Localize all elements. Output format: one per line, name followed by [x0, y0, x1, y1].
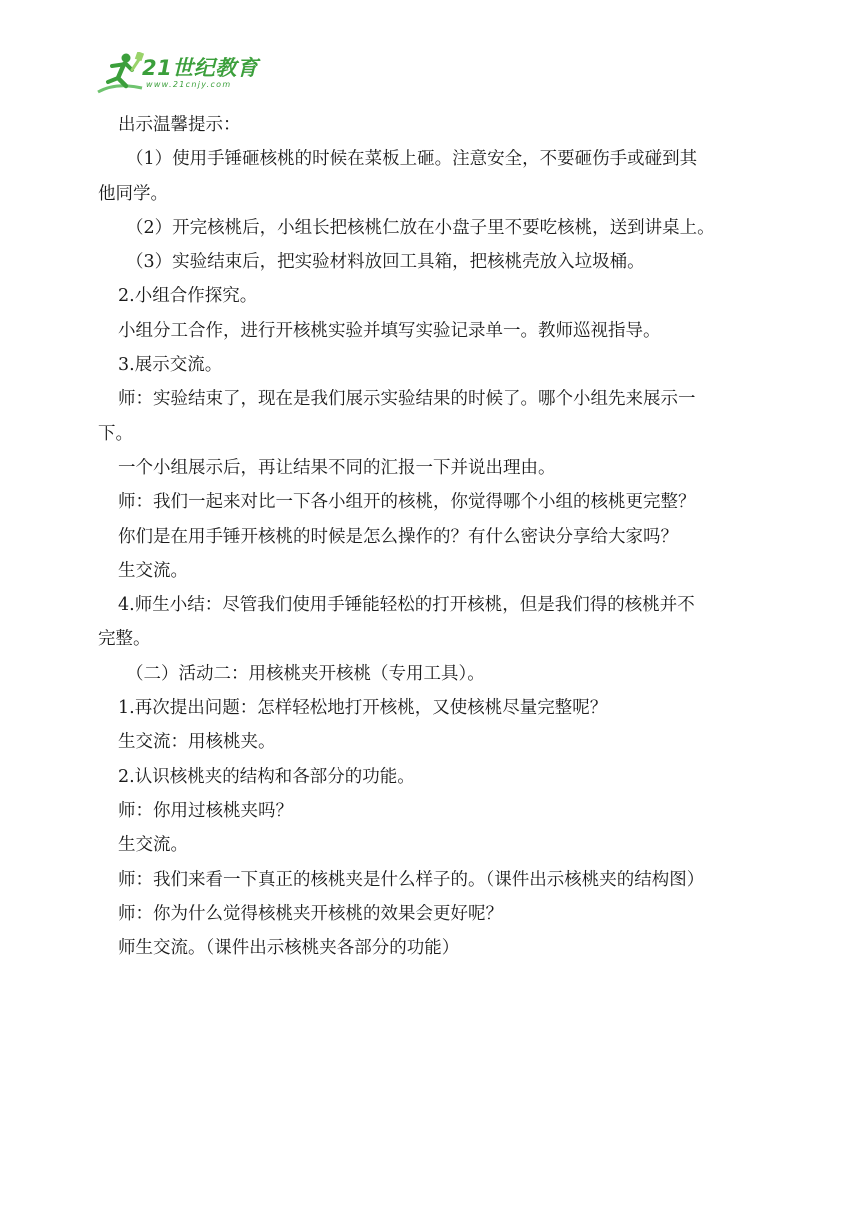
paragraph: 生交流。	[118, 560, 188, 581]
logo-url: www.21cnjy.com	[146, 80, 232, 89]
paragraph-line: 4.师生小结：尽管我们使用手锤能轻松的打开核桃，但是我们得的核桃并不	[118, 595, 695, 616]
logo	[96, 52, 271, 96]
paragraph: 师生交流。（课件出示核桃夹各部分的功能）	[118, 938, 460, 959]
paragraph-line: 下。	[98, 423, 133, 444]
runner-logo-icon	[96, 52, 144, 96]
paragraph: 师：你用过核桃夹吗？	[118, 800, 293, 821]
paragraph: 师：我们一起来对比一下各小组开的核桃，你觉得哪个小组的核桃更完整？	[118, 492, 696, 513]
paragraph	[98, 588, 794, 657]
paragraph: 一个小组展示后，再让结果不同的汇报一下并说出理由。	[118, 457, 556, 478]
paragraph	[98, 382, 794, 451]
paragraph: 2.小组合作探究。	[118, 286, 258, 307]
paragraph: 你们是在用手锤开核桃的时候是怎么操作的？有什么密诀分享给大家吗？	[118, 526, 678, 547]
paragraph: 2.认识核桃夹的结构和各部分的功能。	[118, 766, 415, 787]
paragraph: （2）开完核桃后，小组长把核桃仁放在小盘子里不要吃核桃，送到讲桌上。	[126, 217, 715, 238]
paragraph-line: 他同学。	[98, 183, 168, 204]
paragraph: （3）实验结束后，把实验材料放回工具箱，把核桃壳放入垃圾桶。	[126, 252, 645, 273]
paragraph: 生交流：用核桃夹。	[118, 732, 276, 753]
paragraph: 出示温馨提示：	[118, 115, 241, 135]
section-heading: （二）活动二：用核桃夹开核桃（专用工具）。	[126, 663, 485, 684]
paragraph	[98, 142, 794, 211]
paragraph: 1.再次提出问题：怎样轻松地打开核桃，又使核桃尽量完整呢？	[118, 698, 608, 719]
paragraph: 3.展示交流。	[118, 355, 223, 376]
document-body	[98, 108, 794, 965]
logo-text: 21世纪教育	[142, 56, 259, 80]
paragraph-line: （1）使用手锤砸核桃的时候在菜板上砸。注意安全，不要砸伤手或碰到其	[126, 149, 698, 170]
paragraph-line: 完整。	[98, 629, 151, 650]
paragraph-line: 师：实验结束了，现在是我们展示实验结果的时候了。哪个小组先来展示一	[118, 389, 696, 410]
paragraph: 小组分工合作，进行开核桃实验并填写实验记录单一。教师巡视指导。	[118, 320, 661, 341]
paragraph: 师：我们来看一下真正的核桃夹是什么样子的。（课件出示核桃夹的结构图）	[118, 869, 705, 890]
paragraph: 师：你为什么觉得核桃夹开核桃的效果会更好呢？	[118, 903, 503, 924]
paragraph: 生交流。	[118, 835, 188, 856]
